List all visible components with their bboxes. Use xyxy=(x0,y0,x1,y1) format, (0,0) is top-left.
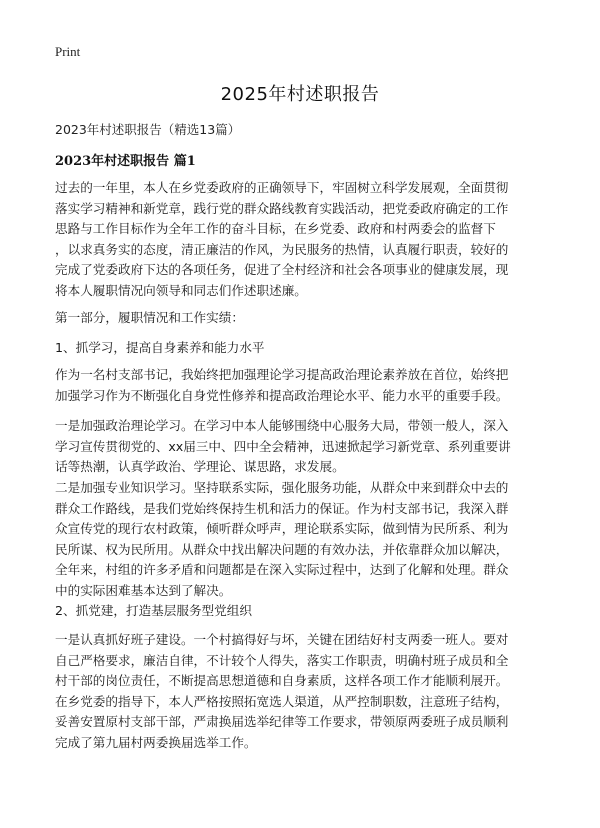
paragraph-team-building xyxy=(55,630,550,754)
paragraph-line: 二是加强专业知识学习。坚持联系实际，强化服务功能，从群众中来到群众中去的 xyxy=(55,480,509,495)
paragraph-professional-knowledge xyxy=(55,478,550,602)
paragraph-line: 作为一名村支部书记，我始终把加强理论学习提高政治理论素养放在首位，始终把 xyxy=(55,367,509,382)
paragraph-line: 村干部的岗位责任，不断提高思想道德和自身素质，这样各项工作才能顺利展开。 xyxy=(55,673,509,689)
section-heading: 2023年村述职报告 篇1 xyxy=(55,154,196,169)
document-subtitle: 2023年村述职报告（精选13篇） xyxy=(55,122,241,137)
item-two-heading xyxy=(55,601,550,622)
paragraph-line: 一是加强政治理论学习。在学习中本人能够围绕中心服务大局，带领一般人，深入 xyxy=(55,418,509,433)
part-one-heading xyxy=(55,308,550,329)
paragraph-line: 全年来，村组的许多矛盾和问题都是在深入实际过程中，达到了化解和处理。群众 xyxy=(55,562,509,578)
document-title: 2025年村述职报告 xyxy=(220,84,380,105)
paragraph-study xyxy=(55,365,550,406)
paragraph-line: 加强学习作为不断强化自身党性修养和提高政治理论水平、能力水平的重要手段。 xyxy=(55,387,509,403)
paragraph-line: 话等热潮，认真学政治、学理论、谋思路，求发展。 xyxy=(55,459,345,475)
paragraph-line: 民所谋、权为民所用。从群众中找出解决问题的有效办法，并依靠群众加以解决， xyxy=(55,541,509,557)
paragraph-line: ，以求真务实的态度，清正廉洁的作风，为民服务的热情，认真履行职责，较好的 xyxy=(55,241,509,257)
paragraph-line: 妥善安置原村支部干部，严肃换届选举纪律等工作要求，带领原两委班子成员顺利 xyxy=(55,714,509,730)
paragraph-line: 思路与工作目标作为全年工作的奋斗目标，在乡党委、政府和村两委会的监督下 xyxy=(55,221,496,237)
paragraph-line: 完成了党委政府下达的各项任务，促进了全村经济和社会各项事业的健康发展，现 xyxy=(55,262,509,278)
paragraph-line: 过去的一年里，本人在乡党委政府的正确领导下，牢固树立科学发展观，全面贯彻 xyxy=(55,180,509,195)
paragraph-line: 众宣传党的现行农村政策，倾听群众呼声，理论联系实际，做到情为民所系、利为 xyxy=(55,521,509,537)
print-label: Print xyxy=(55,44,81,59)
paragraph-line: 完成了第九届村两委换届选举工作。 xyxy=(55,734,257,750)
paragraph-line: 学习宣传贯彻党的、xx届三中、四中全会精神，迅速掀起学习新党章、系列重要讲 xyxy=(55,438,511,454)
paragraph-line: 落实学习精神和新党章，践行党的群众路线教育实践活动，把党委政府确定的工作 xyxy=(55,200,509,216)
paragraph-line: 中的实际困难基本达到了解决。 xyxy=(55,582,232,598)
item-one-heading xyxy=(55,338,550,359)
paragraph-line: 群众工作路线，是我们党始终保持生机和活力的保证。作为村支部书记，我深入群 xyxy=(55,500,509,516)
paragraph-line: 第一部分，履职情况和工作实绩： xyxy=(55,310,244,325)
paragraph-intro xyxy=(55,178,550,302)
paragraph-line: 将本人履职情况向领导和同志们作述职述廉。 xyxy=(55,282,307,298)
paragraph-political-theory xyxy=(55,416,550,478)
paragraph-line: 一是认真抓好班子建设。一个村搞得好与坏，关键在团结好村支两委一班人。要对 xyxy=(55,632,509,647)
paragraph-line: 自己严格要求，廉洁自律，不计较个人得失，落实工作职责，明确村班子成员和全 xyxy=(55,652,509,668)
paragraph-line: 2、抓党建，打造基层服务型党组织 xyxy=(55,603,252,618)
paragraph-line: 在乡党委的指导下，本人严格按照拓宽选人渠道，从严控制职数，注意班子结构， xyxy=(55,693,509,709)
paragraph-line: 1、抓学习，提高自身素养和能力水平 xyxy=(55,340,265,355)
